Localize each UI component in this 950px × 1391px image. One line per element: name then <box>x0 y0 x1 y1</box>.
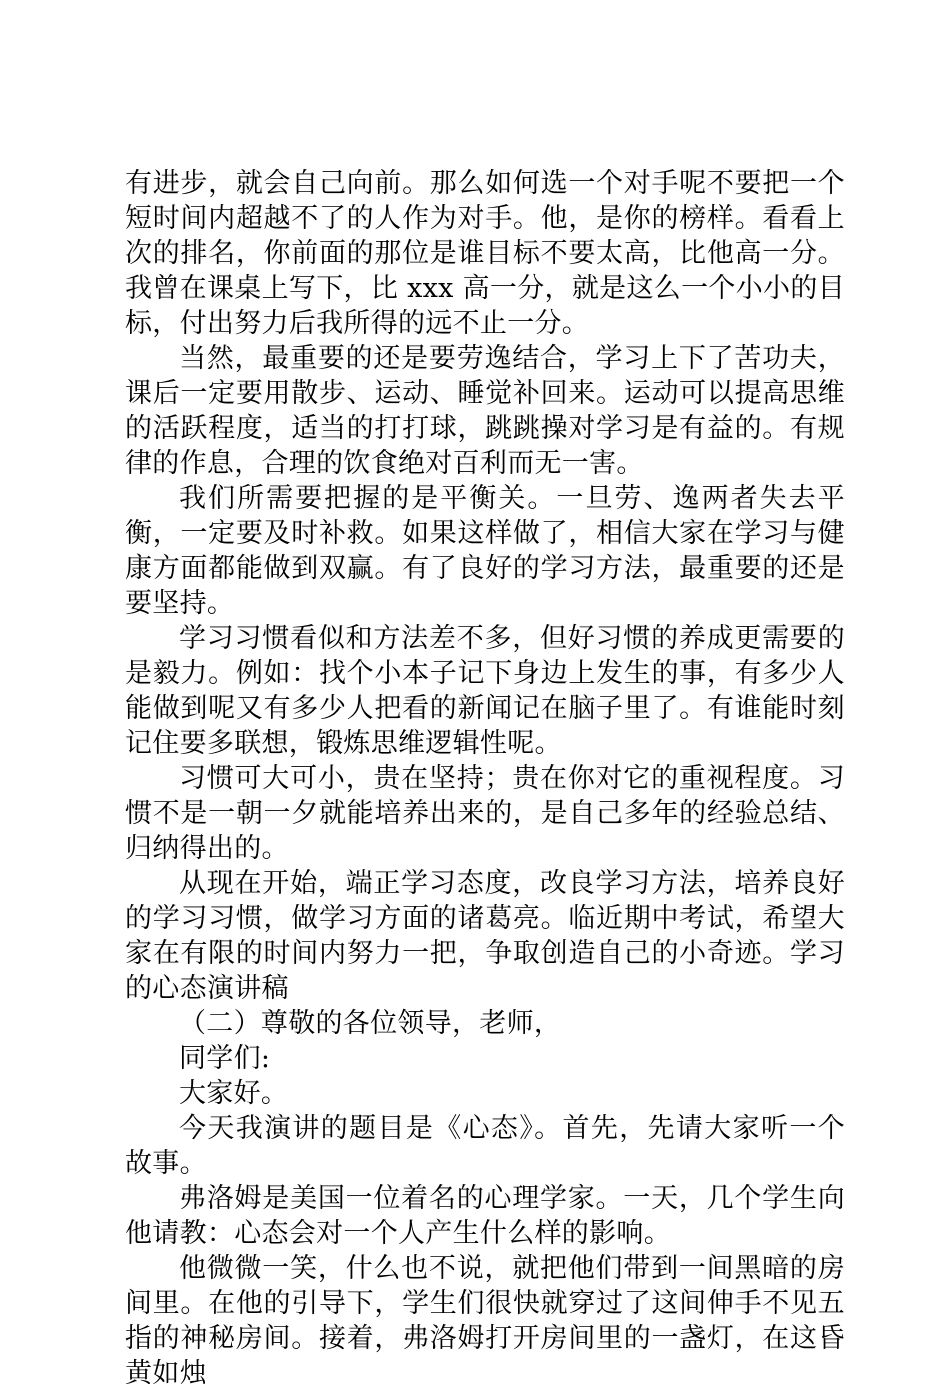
paragraph-5: 习惯可大可小，贵在坚持；贵在你对它的重视程度。习惯不是一朝一夕就能培养出来的，是自己多年的经验总结、归纳得出的。 <box>125 763 845 864</box>
paragraph-6: 从现在开始，端正学习态度，改良学习方法，培养良好的学习习惯，做学习方面的诸葛亮。临近期中考试，希望大家在有限的时间内努力一把，争取创造自己的小奇迹。学习的心态演讲稿 <box>125 868 845 1004</box>
section-heading: （二）尊敬的各位领导，老师， <box>179 1008 562 1039</box>
document-body <box>125 166 845 1391</box>
paragraph-7: 今天我演讲的题目是《心态》。首先，先请大家听一个故事。 <box>125 1113 845 1179</box>
paragraph-8: 弗洛姆是美国一位着名的心理学家。一天，几个学生向他请教：心态会对一个人产生什么样的影响。 <box>125 1183 845 1249</box>
salutation: 同学们: <box>179 1043 271 1074</box>
paragraph-3: 我们所需要把握的是平衡关。一旦劳、逸两者失去平衡，一定要及时补救。如果这样做了，相信大家在学习与健康方面都能做到双赢。有了良好的学习方法，最重要的还是要坚持。 <box>125 483 845 619</box>
greeting: 大家好。 <box>179 1078 289 1109</box>
paragraph-4: 学习习惯看似和方法差不多，但好习惯的养成更需要的是毅力。例如：找个小本子记下身边上发生的事，有多少人能做到呢又有多少人把看的新闻记在脑子里了。有谁能时刻记住要多联想，锻炼思维逻辑性呢。 <box>125 623 845 759</box>
paragraph-2: 当然，最重要的还是要劳逸结合，学习上下了苦功夫，课后一定要用散步、运动、睡觉补回来。运动可以提高思维的活跃程度，适当的打打球，跳跳操对学习是有益的。有规律的作息，合理的饮食绝对百利而无一害。 <box>125 343 845 479</box>
paragraph-1: 有进步，就会自己向前。那么如何选一个对手呢不要把一个短时间内超越不了的人作为对手。他，是你的榜样。看看上次的排名，你前面的那位是谁目标不要太高，比他高一分。我曾在课桌上写下，比 xxx 高一分，就是这么一个小小的目标，付出努力后我所得的远不止一分。 <box>125 168 845 339</box>
paragraph-9: 他微微一笑，什么也不说，就把他们带到一间黑暗的房间里。在他的引导下，学生们很快就穿过了这间伸手不见五指的神秘房间。接着，弗洛姆打开房间里的一盏灯，在这昏黄如烛 <box>125 1253 845 1389</box>
